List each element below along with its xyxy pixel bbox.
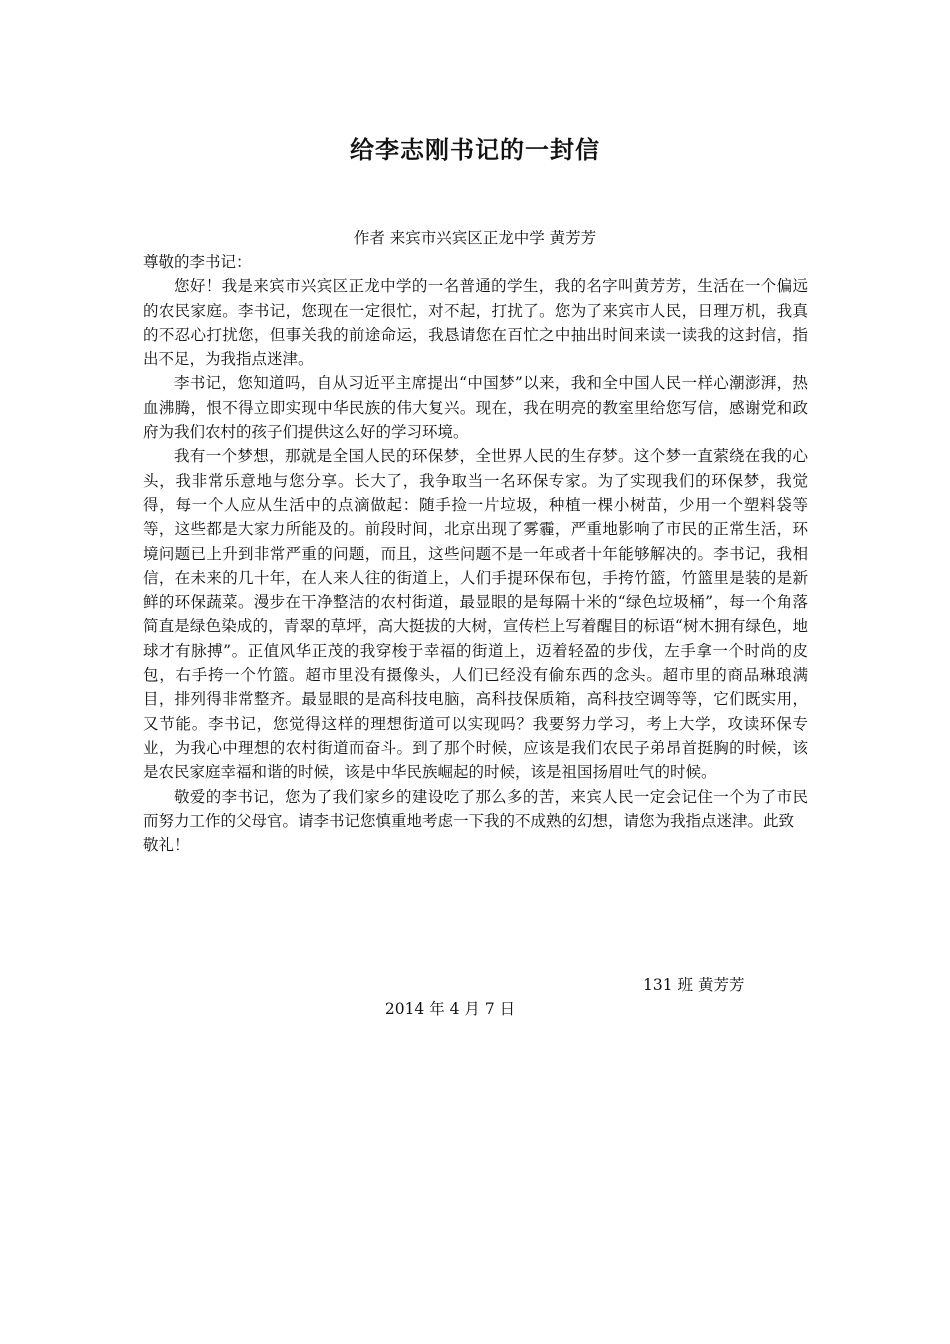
letter-body [143, 250, 808, 857]
signature: 131 班 黄芳芳 [643, 976, 745, 994]
paragraph-environment-dream: 我有一个梦想，那就是全国人民的环保梦，全世界人民的生存梦。这个梦一直萦绕在我的心头，我非常乐意地与您分享。长大了，我争取当一名环保专家。为了实现我们的环保梦，我觉得，每一个人应从生活中的点滴做起：随手捡一片垃圾，种植一棵小树苗，少用一个塑料袋等等，这些都是大家力所能及的。前段时间，北京出现了雾霾，严重地影响了市民的正常生活，环境问题已上升到非常严重的问题，而且，这些问题不是一年或者十年能够解决的。李书记，我相信，在未来的几十年，在人来人往的街道上，人们手提环保布包，手挎竹篮，竹篮里是装的是新鲜的环保蔬菜。漫步在干净整洁的农村街道，最显眼的是每隔十米的“绿色垃圾桶”，每一个角落简直是绿色染成的，青翠的草坪，高大挺拔的大树，宣传栏上写着醒目的标语“树木拥有绿色，地球才有脉搏”。正值风华正茂的我穿梭于幸福的街道上，迈着轻盈的步伐，左手拿一个时尚的皮包，右手挎一个竹篮。超市里没有摄像头，人们已经没有偷东西的念头。超市里的商品琳琅满目，排列得非常整齐。最显眼的是高科技电脑，高科技保质箱，高科技空调等等，它们既实用，又节能。李书记，您觉得这样的理想街道可以实现吗？我要努力学习，考上大学，攻读环保专业，为我心中理想的农村街道而奋斗。到了那个时候，应该是我们农民子弟昂首挺胸的时候，该是农民家庭幸福和谐的时候，该是中华民族崛起的时候，该是祖国扬眉吐气的时候。 [143, 447, 808, 782]
letter-date: 2014 年 4 月 7 日 [384, 1000, 516, 1018]
letter-title: 给李志刚书记的一封信 [350, 136, 600, 164]
salutation: 尊敬的李书记： [143, 253, 252, 271]
paragraph-greeting: 您好！我是来宾市兴宾区正龙中学的一名普通的学生，我的名字叫黄芳芳，生活在一个偏远的农民家庭。李书记，您现在一定很忙，对不起，打扰了。您为了来宾市人民，日理万机，我真的不忍心打扰您，但事关我的前途命运，我恳请您在百忙之中抽出时间来读一读我的这封信，指出不足，为我指点迷津。 [143, 277, 808, 369]
closing-salute: 敬礼！ [143, 836, 190, 855]
paragraph-closing-remarks: 敬爱的李书记，您为了我们家乡的建设吃了那么多的苦，来宾人民一定会记住一个为了市民而努力工作的父母官。请李书记您慎重地考虑一下我的不成熟的幻想，请您为我指点迷津。此致 [143, 787, 808, 830]
author-line: 作者 来宾市兴宾区正龙中学 黄芳芳 [353, 229, 597, 247]
paragraph-chinese-dream: 李书记，您知道吗，自从习近平主席提出“中国梦”以来，我和全中国人民一样心潮澎湃，热血沸腾，恨不得立即实现中华民族的伟大复兴。现在，我在明亮的教室里给您写信，感谢党和政府为我们农村的孩子们提供这么好的学习环境。 [143, 374, 808, 442]
